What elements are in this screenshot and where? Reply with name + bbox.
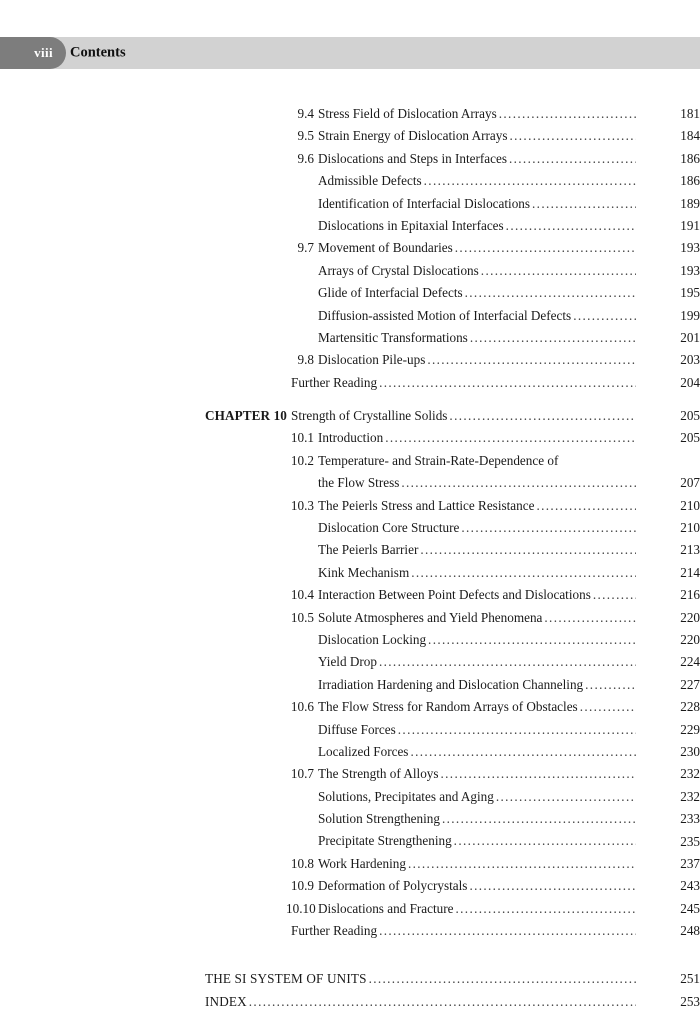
toc-entry-title: Deformation of Polycrystals xyxy=(318,878,468,894)
toc-entry-page-number: 228 xyxy=(680,699,700,715)
toc-entry-title: THE SI SYSTEM OF UNITS xyxy=(205,971,367,987)
toc-entry[interactable] xyxy=(0,450,700,472)
toc-entry-page-number: 195 xyxy=(680,285,700,301)
toc-entry[interactable] xyxy=(0,741,700,763)
toc-entry[interactable] xyxy=(0,763,700,785)
toc-entry-page-number: 233 xyxy=(680,811,700,827)
dot-leader xyxy=(454,830,636,852)
toc-entry-title: The Peierls Barrier xyxy=(318,542,419,558)
toc-entry-page-number: 253 xyxy=(680,993,700,1009)
toc-entry-page-number: 214 xyxy=(680,564,700,580)
toc-entry[interactable] xyxy=(0,584,700,606)
toc-entry-title: Identification of Interfacial Dislocations xyxy=(318,195,531,211)
toc-entry-number: 9.8 xyxy=(297,352,314,368)
toc-entry-page-number: 193 xyxy=(680,240,700,256)
dot-leader xyxy=(509,148,636,170)
toc-entry-title: Glide of Interfacial Defects xyxy=(318,285,463,301)
dot-leader xyxy=(573,305,636,327)
dot-leader xyxy=(481,260,636,282)
dot-leader xyxy=(456,898,636,920)
toc-entry-page-number: 186 xyxy=(680,150,700,166)
toc-entry-title: The Peierls Stress and Lattice Resistance xyxy=(318,497,535,513)
toc-entry-page-number: 248 xyxy=(680,923,700,939)
toc-entry[interactable] xyxy=(0,215,700,237)
toc-entry[interactable] xyxy=(0,260,700,282)
dot-leader xyxy=(461,517,636,539)
toc-entry-title: Further Reading xyxy=(291,923,378,939)
folio-tab xyxy=(0,37,66,69)
toc-entry-number: 10.1 xyxy=(290,430,314,446)
toc-entry-page-number: 184 xyxy=(680,128,700,144)
toc-entry-title: Solutions, Precipitates and Aging xyxy=(318,788,494,804)
toc-entry[interactable] xyxy=(0,920,700,942)
dot-leader xyxy=(580,696,636,718)
dot-leader xyxy=(379,651,636,673)
toc-entry[interactable] xyxy=(0,875,700,897)
toc-entry-number: 9.5 xyxy=(297,128,314,144)
dot-leader xyxy=(496,786,636,808)
toc-entry-title: Dislocation Locking xyxy=(318,631,427,647)
toc-entry[interactable] xyxy=(0,898,700,920)
dot-leader xyxy=(411,562,636,584)
toc-entry-title: Solution Strengthening xyxy=(318,811,440,827)
toc-entry-page-number: 245 xyxy=(680,900,700,916)
toc-entry-page-number: 201 xyxy=(680,329,700,345)
toc-entry[interactable] xyxy=(0,517,700,539)
toc-entry-number: 10.3 xyxy=(290,497,314,513)
toc-entry-title: Stress Field of Dislocation Arrays xyxy=(318,105,497,121)
dot-leader xyxy=(585,674,636,696)
toc-entry[interactable] xyxy=(0,853,700,875)
toc-entry-page-number: 207 xyxy=(680,475,700,491)
toc-entry-title: Further Reading xyxy=(291,374,378,390)
page-folio-number: viii xyxy=(34,45,53,60)
dot-leader xyxy=(509,125,636,147)
toc-entry-page-number: 205 xyxy=(680,430,700,446)
toc-entry-title: Dislocations and Fracture xyxy=(318,900,454,916)
toc-entry-title: The Strength of Alloys xyxy=(318,766,439,782)
toc-entry-page-number: 193 xyxy=(680,262,700,278)
toc-entry-number: 10.2 xyxy=(290,452,314,468)
toc-entry-number: 9.4 xyxy=(297,105,314,121)
dot-leader xyxy=(385,427,636,449)
dot-leader xyxy=(401,472,636,494)
toc-entry-title: Precipitate Strengthening xyxy=(318,833,452,849)
toc-entry-title: Movement of Boundaries xyxy=(318,240,453,256)
toc-entry-page-number: 205 xyxy=(680,408,700,424)
toc-entry-page-number: 181 xyxy=(680,106,700,121)
dot-leader xyxy=(469,875,636,897)
toc-entry-title: Introduction xyxy=(318,430,384,446)
toc-entry[interactable] xyxy=(0,539,700,561)
toc-entry-page-number: 232 xyxy=(680,766,700,782)
toc-entry-title: Arrays of Crystal Dislocations xyxy=(318,262,479,278)
toc-entry-page-number: 237 xyxy=(680,855,700,871)
toc-entry-title: Localized Forces xyxy=(318,743,409,759)
toc-entry-page-number: 213 xyxy=(680,542,700,558)
dot-leader xyxy=(420,539,636,561)
toc-entry-title: Interaction Between Point Defects and Dislocations xyxy=(318,587,591,603)
toc-entry-title: Admissible Defects xyxy=(318,173,422,189)
toc-entry[interactable] xyxy=(0,327,700,349)
dot-leader xyxy=(532,193,636,215)
toc-entry-number: 10.10 xyxy=(286,900,316,916)
toc-entry-number: 10.7 xyxy=(290,766,314,782)
dot-leader xyxy=(536,495,636,517)
running-head-title: Contents xyxy=(70,44,126,61)
toc-entry-page-number: 227 xyxy=(680,676,700,692)
toc-entry-page-number: 230 xyxy=(680,743,700,759)
toc-entry-page-number: 191 xyxy=(680,217,700,233)
dot-leader xyxy=(379,372,636,394)
toc-entry[interactable] xyxy=(0,629,700,651)
toc-entry-page-number: 203 xyxy=(680,352,700,368)
toc-entry-title: Temperature- and Strain-Rate-Dependence of xyxy=(318,452,559,468)
dot-leader xyxy=(410,741,636,763)
toc-entry-title: INDEX xyxy=(205,993,247,1009)
toc-entry-page-number: 224 xyxy=(680,654,700,670)
toc-entry-page-number: 216 xyxy=(680,587,700,603)
back-matter-spacer xyxy=(0,942,700,968)
dot-leader xyxy=(398,719,636,741)
toc-entry[interactable] xyxy=(0,472,700,494)
toc-entry-number: 9.6 xyxy=(297,150,314,166)
section-spacer xyxy=(0,394,700,405)
toc-entry[interactable] xyxy=(0,991,700,1013)
dot-leader xyxy=(249,991,636,1013)
dot-leader xyxy=(449,405,636,427)
toc-entry-title: Solute Atmospheres and Yield Phenomena xyxy=(318,609,543,625)
toc-entry[interactable] xyxy=(0,651,700,673)
toc-entry[interactable] xyxy=(0,831,700,853)
toc-entry-title: Dislocations and Steps in Interfaces xyxy=(318,150,507,166)
toc-entry[interactable] xyxy=(0,607,700,629)
toc-entry-number: 10.6 xyxy=(290,699,314,715)
toc-entry[interactable] xyxy=(0,719,700,741)
toc-entry-page-number: 220 xyxy=(680,631,700,647)
dot-leader xyxy=(470,327,636,349)
toc-entry-title: the Flow Stress xyxy=(318,475,400,491)
toc-entry[interactable] xyxy=(0,282,700,304)
dot-leader xyxy=(499,103,636,125)
toc-entry[interactable] xyxy=(0,786,700,808)
toc-entry[interactable] xyxy=(0,405,700,427)
dot-leader xyxy=(544,607,636,629)
toc-entry[interactable] xyxy=(0,103,700,125)
toc-entry-page-number: 189 xyxy=(680,195,700,211)
toc-entry-number: 10.5 xyxy=(290,609,314,625)
toc-entry[interactable] xyxy=(0,808,700,830)
toc-entry[interactable] xyxy=(0,562,700,584)
toc-entry[interactable] xyxy=(0,170,700,192)
toc-entry[interactable] xyxy=(0,125,700,147)
toc-entry-page-number: 251 xyxy=(680,971,700,987)
toc-entry[interactable] xyxy=(0,427,700,449)
toc-entry[interactable] xyxy=(0,305,700,327)
dot-leader xyxy=(455,237,636,259)
running-header xyxy=(0,37,700,69)
toc-entry-title: Diffuse Forces xyxy=(318,721,396,737)
toc-entry-title: Martensitic Transformations xyxy=(318,329,468,345)
dot-leader xyxy=(465,282,636,304)
toc-entry-title: Yield Drop xyxy=(318,654,377,670)
toc-entry[interactable] xyxy=(0,372,700,394)
toc-entry-title: Dislocations in Epitaxial Interfaces xyxy=(318,217,504,233)
toc-entry[interactable] xyxy=(0,193,700,215)
toc-entry[interactable] xyxy=(0,148,700,170)
toc-entry-title: The Flow Stress for Random Arrays of Obstacles xyxy=(318,699,578,715)
toc-entry[interactable] xyxy=(0,696,700,718)
dot-leader xyxy=(428,629,636,651)
toc-entry-page-number: 186 xyxy=(680,173,700,189)
toc-entry[interactable] xyxy=(0,237,700,259)
toc-entry-title: Work Hardening xyxy=(318,855,406,871)
toc-entry-page-number: 220 xyxy=(680,609,700,625)
toc-entry-title: Strength of Crystalline Solids xyxy=(291,408,448,424)
dot-leader xyxy=(442,808,636,830)
toc-entry[interactable] xyxy=(0,968,700,990)
dot-leader xyxy=(379,920,636,942)
toc-entry[interactable] xyxy=(0,495,700,517)
toc-entry-page-number: 204 xyxy=(680,374,700,390)
toc-entry-title: Diffusion-assisted Motion of Interfacial Defects xyxy=(318,307,572,323)
toc-entry-title: Kink Mechanism xyxy=(318,564,410,580)
toc-entry-page-number: 232 xyxy=(680,788,700,804)
toc-entry-number: CHAPTER 10 xyxy=(205,408,287,424)
toc-entry-number: 9.7 xyxy=(297,240,314,256)
dot-leader xyxy=(441,763,636,785)
toc-entry-title: Strain Energy of Dislocation Arrays xyxy=(318,128,508,144)
toc-entry-page-number: 243 xyxy=(680,878,700,894)
toc-entry-number: 10.8 xyxy=(290,855,314,871)
toc-entry-title: Dislocation Core Structure xyxy=(318,520,460,536)
toc-entry-number: 10.4 xyxy=(290,587,314,603)
toc-entry-page-number: 210 xyxy=(680,497,700,513)
toc-entry-page-number: 235 xyxy=(680,833,700,849)
dot-leader xyxy=(506,215,636,237)
toc-entry[interactable] xyxy=(0,674,700,696)
dot-leader xyxy=(408,853,636,875)
toc-entry-number: 10.9 xyxy=(290,878,314,894)
dot-leader xyxy=(427,349,636,371)
toc-entry-page-number: 210 xyxy=(680,520,700,536)
toc-entry-page-number: 199 xyxy=(680,307,700,323)
dot-leader xyxy=(369,968,636,990)
toc-entry-page-number: 229 xyxy=(680,721,700,737)
table-of-contents xyxy=(0,103,700,1013)
dot-leader xyxy=(424,170,636,192)
toc-entry-title: Dislocation Pile-ups xyxy=(318,352,426,368)
toc-entry[interactable] xyxy=(0,349,700,371)
toc-entry-title: Irradiation Hardening and Dislocation Channeling xyxy=(318,676,584,692)
dot-leader xyxy=(593,584,636,606)
